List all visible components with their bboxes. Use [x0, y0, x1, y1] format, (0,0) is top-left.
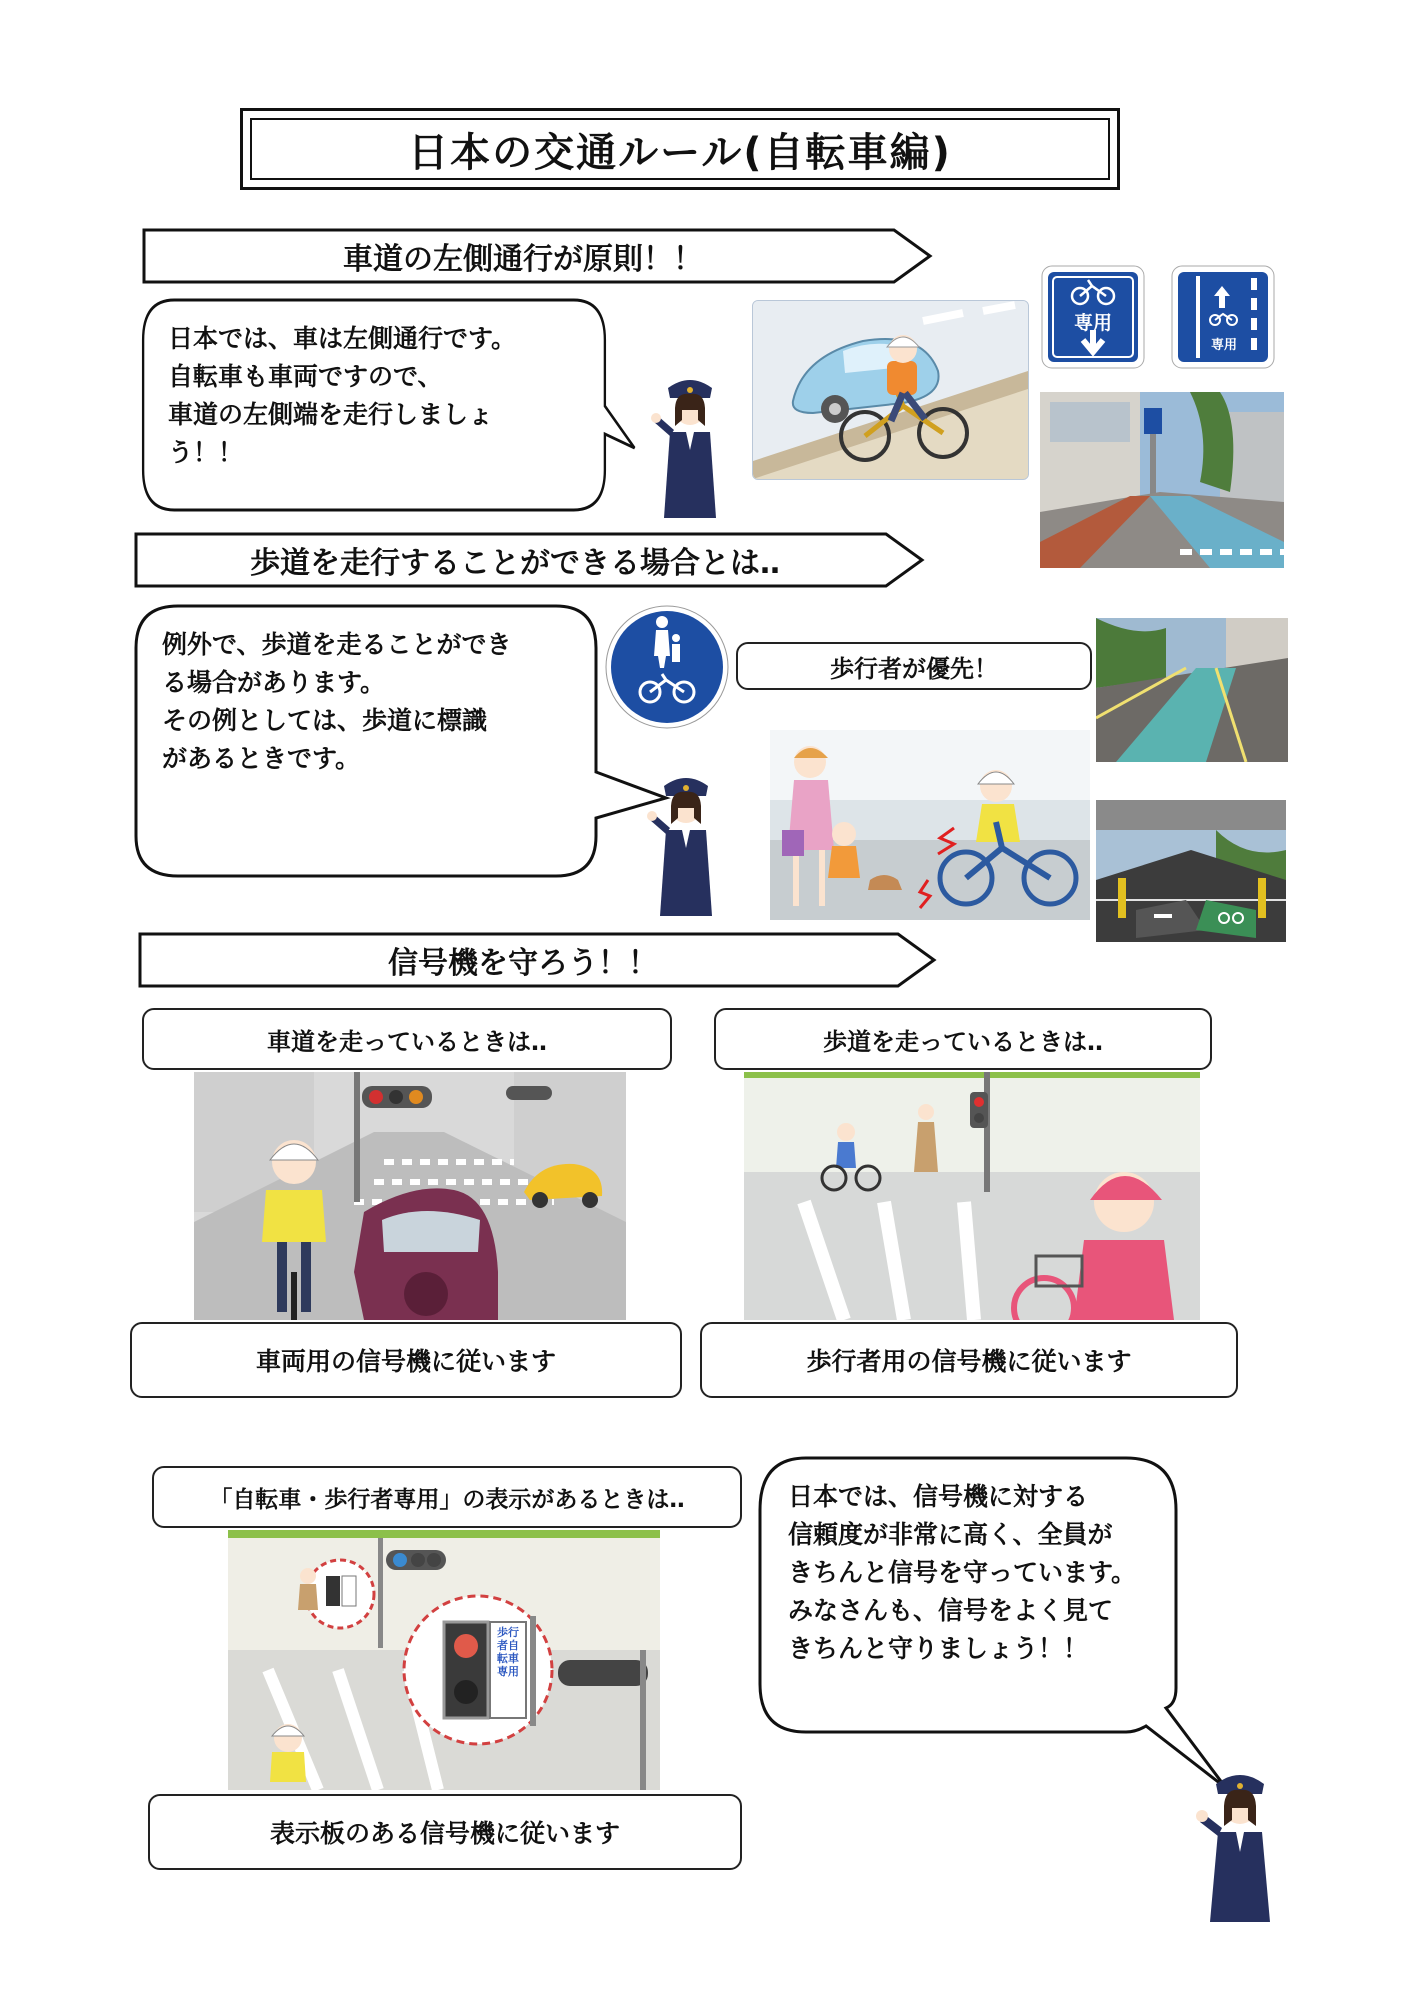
pedestrian-priority-label: 歩行者が優先！ [736, 642, 1092, 690]
section2-bubble-text: 例外で、歩道を走ることができ る場合があります。 その例としては、歩道に標識 があるときです。 [162, 630, 512, 773]
section2-heading-banner [134, 532, 926, 588]
section1-bubble-text: 日本では、車は左側通行です。 自転車も車両ですので、 車道の左側端を走行しましょ う！！ [168, 324, 517, 467]
combined-signal-caption: 表示板のある信号機に従います [148, 1794, 742, 1870]
page-title: 日本の交通ルール(自転車編) [250, 118, 1110, 180]
section2-speech-bubble [132, 604, 672, 880]
section1-speech-bubble [140, 298, 640, 513]
section3-heading: 信号機を守ろう！！ [388, 946, 658, 981]
bicycle-only-sign-down-arrow [1040, 264, 1146, 370]
sidewalk-pedestrian-bicycle-illustration [770, 730, 1090, 920]
officer-illustration-3 [1190, 1764, 1286, 1924]
section2-heading: 歩道を走行することができる場合とは‥ [249, 546, 780, 581]
sidewalk-signal-caption: 歩行者用の信号機に従います [700, 1322, 1238, 1398]
pedestrian-bicycle-sign [604, 604, 730, 730]
bike-lane-photo-2 [1096, 800, 1286, 942]
officer-illustration-2 [646, 768, 726, 918]
bicycle-lane-sign [1170, 264, 1276, 370]
panel-sign-text: 歩行者自転車専用 [497, 1626, 519, 1678]
section4-bubble-text: 日本では、信号機に対する 信頼度が非常に高く、全員が きちんと信号を守っています。 みなさんも、信号をよく見て きちんと守りましょう！！ [788, 1482, 1137, 1663]
combined-sign-label: 「自転車・歩行者専用」の表示があるときは‥ [152, 1466, 742, 1528]
section3-heading-banner [138, 932, 938, 988]
combined-signal-illustration [228, 1530, 660, 1790]
bike-lane-street-photo [1040, 392, 1284, 568]
sign-right-label: 専用 [1210, 338, 1237, 353]
section1-heading: 車道の左側通行が原則！！ [343, 242, 703, 277]
section1-heading-banner [142, 228, 934, 284]
bike-lane-photo-1 [1096, 618, 1288, 762]
road-traffic-signal-illustration [194, 1072, 626, 1320]
road-cycling-illustration [752, 300, 1029, 480]
page-title-frame [240, 108, 1120, 190]
sidewalk-traffic-signal-illustration [744, 1072, 1200, 1320]
sidewalk-riding-label: 歩道を走っているときは‥ [714, 1008, 1212, 1070]
road-signal-caption: 車両用の信号機に従います [130, 1322, 682, 1398]
section4-speech-bubble [756, 1454, 1236, 1804]
road-riding-label: 車道を走っているときは‥ [142, 1008, 672, 1070]
sign-left-label: 専用 [1073, 312, 1112, 334]
officer-illustration [650, 370, 730, 520]
